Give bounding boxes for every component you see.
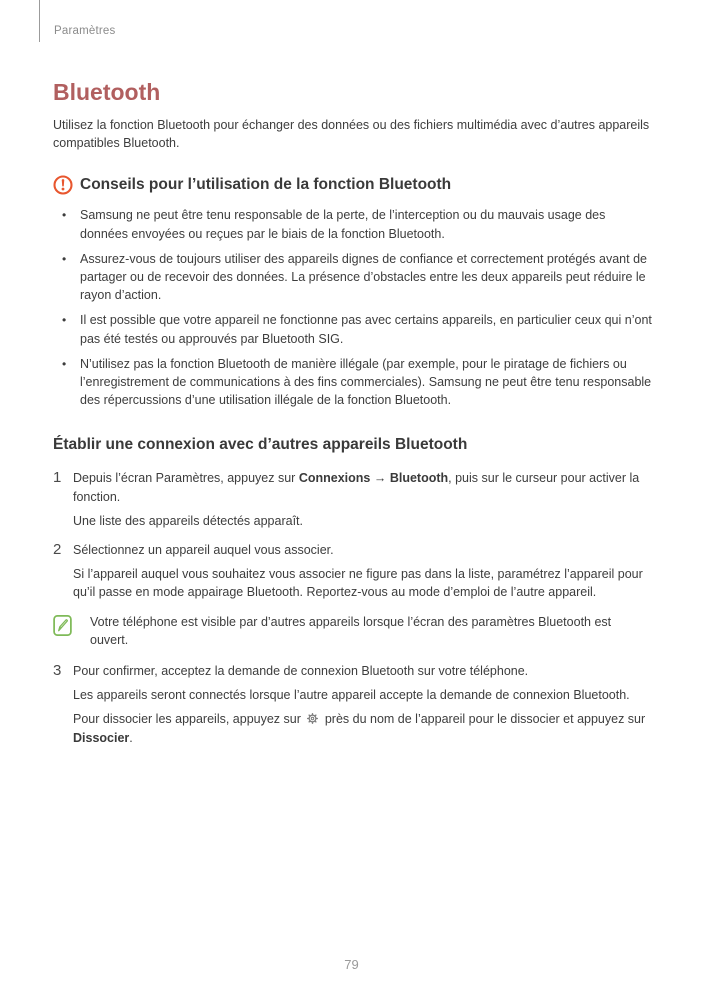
list-item [53, 206, 652, 242]
arrow-glyph: → [370, 471, 390, 486]
chapter-label: Paramètres [54, 25, 116, 37]
step-number: 3 [53, 662, 62, 680]
step-subtext-unpair [73, 710, 652, 746]
tips-heading-label: Conseils pour l’utilisation de la fonction Bluetooth [80, 176, 452, 194]
step-text-segment: près du nom de l’appareil pour le dissocier et appuyez sur [321, 712, 646, 727]
header-vertical-rule [39, 0, 40, 42]
step-text [73, 469, 652, 505]
bullet-icon: • [62, 356, 67, 371]
menu-path-bluetooth: Bluetooth [389, 471, 449, 486]
bullet-icon: • [62, 251, 67, 266]
step-subtext: Les appareils seront connectés lorsque l’autre appareil accepte la demande de connexion Bluetooth. [73, 688, 630, 703]
step-body [73, 469, 652, 530]
list-item [53, 250, 652, 305]
page-title: Bluetooth [53, 79, 161, 105]
step-subtext: Une liste des appareils détectés apparaît. [73, 513, 303, 528]
step-1 [53, 469, 652, 530]
step-number: 1 [53, 469, 62, 487]
step-subtext: Si l’appareil auquel vous souhaitez vous associer ne figure pas dans la liste, paramétrez l’appareil pour qu’il passe en mode appairage Bluetooth. Reportez-vous au mode d’emploi de l’autre appareil. [73, 567, 643, 600]
warning-icon [53, 175, 73, 195]
menu-path-connexions: Connexions [298, 471, 371, 486]
intro-paragraph: Utilisez la fonction Bluetooth pour échanger des données ou des fichiers multimédia avec d’autres appareils compatibles Bluetooth. [53, 118, 650, 151]
step-text-segment: Depuis l’écran Paramètres, appuyez sur [73, 471, 299, 486]
page-number: 79 [344, 957, 359, 972]
step-text-segment: Pour dissocier les appareils, appuyez sur [73, 712, 305, 727]
list-item [53, 311, 652, 347]
step-text-segment: . [129, 730, 133, 745]
tip-text: Il est possible que votre appareil ne fonctionne pas avec certains appareils, en particulier ceux qui n’ont pas été testés ou approuvés par Bluetooth SIG. [80, 313, 652, 346]
tips-list [53, 206, 652, 409]
settings-gear-icon [306, 712, 319, 725]
step-number: 2 [53, 541, 62, 559]
bullet-icon: • [62, 313, 67, 328]
step-text: Sélectionnez un appareil auquel vous associer. [73, 543, 334, 558]
note-text: Votre téléphone est visible par d’autres appareils lorsque l’écran des paramètres Bluetooth est ouvert. [90, 614, 612, 647]
step-text-segment: , puis sur le curseur pour activer la fonction. [73, 471, 640, 504]
page-content [53, 79, 652, 758]
tip-text: Assurez-vous de toujours utiliser des appareils dignes de confiance et correctement protégés avant de partager ou de recevoir des données. La présence d’obstacles entre les deux appareils peut réduire le rayon d’action. [80, 251, 647, 303]
tip-text: N’utilisez pas la fonction Bluetooth de manière illégale (par exemple, pour le piratage de fichiers ou l’enregistrement de communications à des fins commerciales). Samsung ne peut être tenu responsable des répercussions d’une utilisation illégale de la fonction Bluetooth. [80, 356, 652, 408]
dissocier-bold-label: Dissocier [73, 730, 130, 745]
note-pencil-icon [53, 614, 72, 637]
list-item [53, 355, 652, 410]
note-callout [53, 613, 652, 649]
tips-heading [53, 175, 652, 195]
step-text: Pour confirmer, acceptez la demande de connexion Bluetooth sur votre téléphone. [73, 664, 529, 679]
tip-text: Samsung ne peut être tenu responsable de la perte, de l’interception ou du mauvais usage des données envoyées ou reçues par le biais de la fonction Bluetooth. [80, 208, 606, 241]
step-3 [53, 662, 652, 747]
step-2 [53, 541, 652, 602]
bullet-icon: • [62, 208, 67, 223]
step-body [73, 541, 652, 602]
section-heading-connect: Établir une connexion avec d’autres appareils Bluetooth [53, 436, 468, 454]
step-body [73, 662, 652, 747]
